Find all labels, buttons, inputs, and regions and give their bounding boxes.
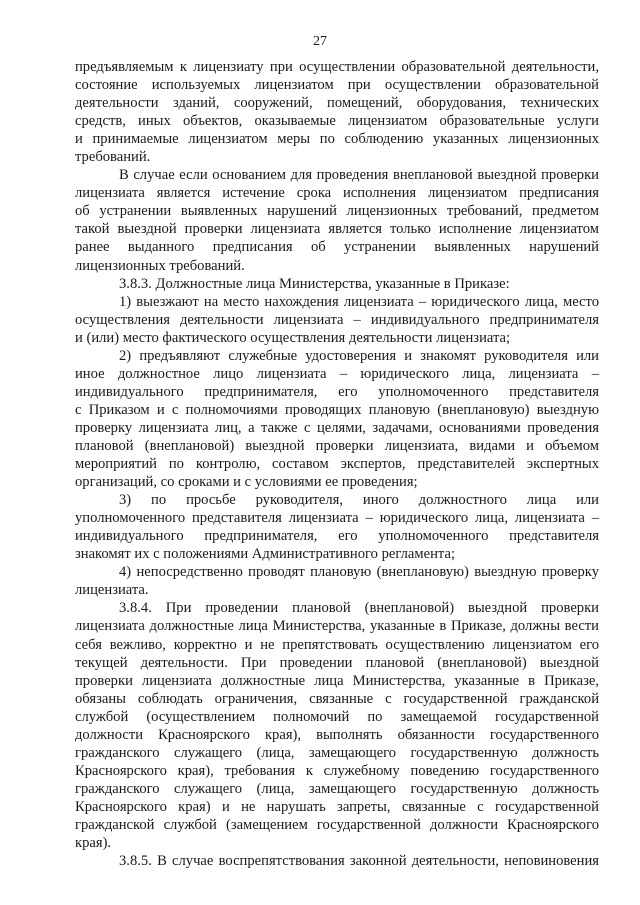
text-line: должности Красноярского края), выполнять обязанности государственного bbox=[75, 726, 599, 743]
text-line: проверки лицензиата должностные лица Министерства, указанные в Приказе, bbox=[75, 672, 599, 689]
text-line: деятельности зданий, сооружений, помещений, оборудования, технических bbox=[75, 95, 599, 112]
text-line: об устранении выявленных нарушений лицензионных требований, предметом bbox=[75, 203, 599, 220]
text-line: 2) предъявляют служебные удостоверения и знакомят руководителя или bbox=[119, 347, 599, 364]
text-line: лицензионных требований. bbox=[75, 257, 245, 274]
text-line: 3.8.4. При проведении плановой (внеплановой) выездной проверки bbox=[119, 600, 599, 617]
text-line: Красноярского края), требования к служебному поведению государственного bbox=[75, 762, 599, 779]
text-line: текущей деятельности. При проведении плановой (внеплановой) выездной bbox=[75, 654, 599, 671]
text-line: уполномоченного представителя лицензиата – юридического лица, лицензиата – bbox=[75, 510, 599, 527]
text-line: лицензиата является истечение срока исполнения лицензиатом предписания bbox=[75, 185, 599, 202]
text-line: средств, иных объектов, оказываемые лицензиатом образовательные услуги bbox=[75, 113, 599, 130]
text-line: гражданского служащего (лица, замещающего государственную должность bbox=[75, 780, 599, 797]
text-line: 3.8.5. В случае воспрепятствования законной деятельности, неповиновения bbox=[119, 853, 599, 870]
text-line: 1) выезжают на место нахождения лицензиата – юридического лица, место bbox=[119, 293, 599, 310]
text-line: знакомят их с положениями Административного регламента; bbox=[75, 546, 455, 563]
text-line: требований. bbox=[75, 149, 151, 166]
text-line: Красноярского края) и не нарушать запреты, связанные с государственной bbox=[75, 798, 599, 815]
text-line: гражданской службой (замещением государственной должности Красноярского bbox=[75, 816, 599, 833]
text-line: лицензиата. bbox=[75, 582, 149, 599]
text-line: и принимаемые лицензиатом меры по соблюдению указанных лицензионных bbox=[75, 131, 599, 148]
text-line: 4) непосредственно проводят плановую (внеплановую) выездную проверку bbox=[119, 564, 599, 581]
text-line: состояние используемых лицензиатом при осуществлении образовательной bbox=[75, 77, 599, 94]
text-line: обязаны соблюдать ограничения, связанные с государственной гражданской bbox=[75, 690, 599, 707]
text-line: индивидуального предпринимателя, его уполномоченного представителя bbox=[75, 528, 599, 545]
text-line: индивидуального предпринимателя, его уполномоченного представителя bbox=[75, 383, 599, 400]
text-line: гражданского служащего (лица, замещающего государственную должность bbox=[75, 744, 599, 761]
text-line: и (или) место фактического осуществления деятельности лицензиата; bbox=[75, 329, 511, 346]
text-line: края). bbox=[75, 835, 112, 852]
page-number: 27 bbox=[313, 34, 327, 49]
text-line: проверку лицензиата лиц, а также с целями, задачами, основаниями проведения bbox=[75, 419, 599, 436]
text-line: лицензиата должностные лица Министерства, указанные в Приказе, должны вести bbox=[75, 618, 599, 635]
text-line: 3) по просьбе руководителя, иного должностного лица или bbox=[119, 492, 599, 509]
text-line: иное должностное лицо лицензиата – юридического лица, лицензиата – bbox=[75, 365, 599, 382]
document-body bbox=[75, 58, 599, 870]
text-line: себя вежливо, корректно и не препятствовать осуществлению лицензиатом его bbox=[75, 636, 599, 653]
text-line: плановой (внеплановой) выездной проверки лицензиата, видами и объемом bbox=[75, 437, 599, 454]
text-line: организаций, со сроками и с условиями ее проведения; bbox=[75, 474, 418, 491]
text-line: ранее выданного предписания об устранении выявленных нарушений bbox=[75, 239, 599, 256]
text-line: 3.8.3. Должностные лица Министерства, указанные в Приказе: bbox=[119, 275, 510, 292]
text-line: службой (осуществлением полномочий по замещаемой государственной bbox=[75, 708, 599, 725]
text-line: осуществления деятельности лицензиата – индивидуального предпринимателя bbox=[75, 311, 599, 328]
text-line: такой выездной проверки лицензиата является только исполнение лицензиатом bbox=[75, 221, 599, 238]
text-line: предъявляемым к лицензиату при осуществлении образовательной деятельности, bbox=[75, 59, 599, 75]
text-line: В случае если основанием для проведения внеплановой выездной проверки bbox=[119, 167, 599, 184]
text-line: мероприятий по контролю, составом экспертов, представителей экспертных bbox=[75, 456, 599, 473]
text-line: с Приказом и с полномочиями проводящих плановую (внеплановую) выездную bbox=[75, 401, 599, 418]
